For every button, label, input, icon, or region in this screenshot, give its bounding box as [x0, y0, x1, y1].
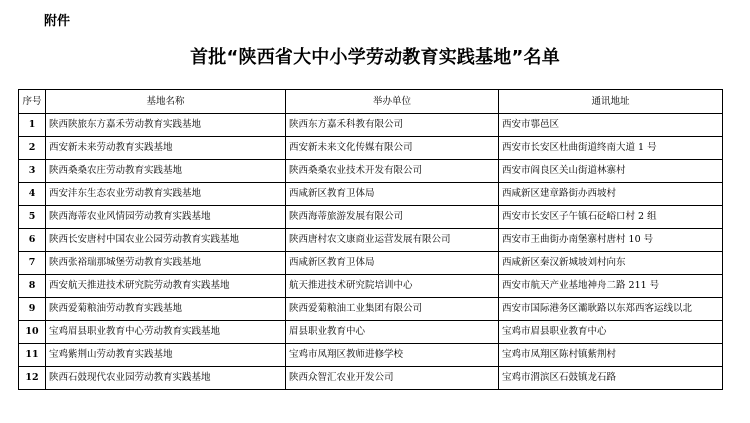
cell-serial-number: 8: [19, 275, 46, 298]
table-row: [19, 137, 723, 160]
cell-base-name: 陕西爱菊粮油劳动教育实践基地: [46, 298, 286, 321]
cell-organizer: 西咸新区教育卫体局: [286, 252, 499, 275]
cell-organizer: 眉县职业教育中心: [286, 321, 499, 344]
table-row: [19, 321, 723, 344]
cell-address: 西安市长安区杜曲街道终南大道 1 号: [499, 137, 723, 160]
cell-serial-number: 3: [19, 160, 46, 183]
annex-label: 附件: [44, 14, 71, 29]
cell-organizer: 陕西唐村农文康商业运营发展有限公司: [286, 229, 499, 252]
cell-serial-number: 5: [19, 206, 46, 229]
cell-address: 西咸新区建章路街办西坡村: [499, 183, 723, 206]
cell-base-name: 西安航天推进技术研究院劳动教育实践基地: [46, 275, 286, 298]
table-row: [19, 367, 723, 390]
cell-address: 宝鸡市渭滨区石鼓镇龙石路: [499, 367, 723, 390]
cell-base-name: 陕西陕旅东方嘉禾劳动教育实践基地: [46, 114, 286, 137]
cell-organizer: 陕西海蒂旅游发展有限公司: [286, 206, 499, 229]
header-address: 通讯地址: [499, 90, 723, 114]
cell-organizer: 陕西爱菊粮油工业集团有限公司: [286, 298, 499, 321]
cell-base-name: 陕西张裕瑞那城堡劳动教育实践基地: [46, 252, 286, 275]
cell-address: 西安市阎良区关山街道林寨村: [499, 160, 723, 183]
cell-base-name: 西安新未来劳动教育实践基地: [46, 137, 286, 160]
cell-base-name: 陕西桑桑农庄劳动教育实践基地: [46, 160, 286, 183]
header-base-name: 基地名称: [46, 90, 286, 114]
table-row: [19, 114, 723, 137]
table-row: [19, 183, 723, 206]
cell-organizer: 陕西众智汇农业开发公司: [286, 367, 499, 390]
cell-address: 西安市国际港务区灞耿路以东郑西客运线以北: [499, 298, 723, 321]
cell-base-name: 宝鸡眉县职业教育中心劳动教育实践基地: [46, 321, 286, 344]
document-title: 首批“陕西省大中小学劳动教育实践基地”名单: [190, 47, 560, 68]
header-serial-number: 序号: [19, 90, 46, 114]
table-header-row: [19, 90, 723, 114]
cell-base-name: 西安沣东生态农业劳动教育实践基地: [46, 183, 286, 206]
cell-serial-number: 7: [19, 252, 46, 275]
table-row: [19, 206, 723, 229]
cell-serial-number: 4: [19, 183, 46, 206]
cell-address: 西安市鄠邑区: [499, 114, 723, 137]
cell-base-name: 宝鸡紫荆山劳动教育实践基地: [46, 344, 286, 367]
cell-serial-number: 2: [19, 137, 46, 160]
cell-address: 西安市王曲街办南堡寨村唐村 10 号: [499, 229, 723, 252]
cell-organizer: 西咸新区教育卫体局: [286, 183, 499, 206]
table-row: [19, 160, 723, 183]
table-row: [19, 229, 723, 252]
cell-address: 宝鸡市眉县职业教育中心: [499, 321, 723, 344]
cell-organizer: 陕西东方嘉禾科教有限公司: [286, 114, 499, 137]
cell-serial-number: 11: [19, 344, 46, 367]
table-row: [19, 344, 723, 367]
cell-serial-number: 9: [19, 298, 46, 321]
cell-serial-number: 6: [19, 229, 46, 252]
cell-organizer: 陕西桑桑农业技术开发有限公司: [286, 160, 499, 183]
cell-address: 宝鸡市凤翔区陈村镇紫荆村: [499, 344, 723, 367]
cell-address: 西咸新区秦汉新城坡刘村向东: [499, 252, 723, 275]
cell-serial-number: 1: [19, 114, 46, 137]
cell-address: 西安市航天产业基地神舟二路 211 号: [499, 275, 723, 298]
cell-base-name: 陕西海蒂农业风情园劳动教育实践基地: [46, 206, 286, 229]
cell-serial-number: 12: [19, 367, 46, 390]
cell-address: 西安市长安区子午镇石砭峪口村 2 组: [499, 206, 723, 229]
table-row: [19, 252, 723, 275]
cell-base-name: 陕西石鼓现代农业园劳动教育实践基地: [46, 367, 286, 390]
table-row: [19, 298, 723, 321]
cell-serial-number: 10: [19, 321, 46, 344]
cell-organizer: 航天推进技术研究院培训中心: [286, 275, 499, 298]
cell-base-name: 陕西长安唐村中国农业公园劳动教育实践基地: [46, 229, 286, 252]
table-row: [19, 275, 723, 298]
cell-organizer: 西安新未来文化传媒有限公司: [286, 137, 499, 160]
cell-organizer: 宝鸡市凤翔区教师进修学校: [286, 344, 499, 367]
header-organizer: 举办单位: [286, 90, 499, 114]
base-list-table: [18, 89, 723, 390]
